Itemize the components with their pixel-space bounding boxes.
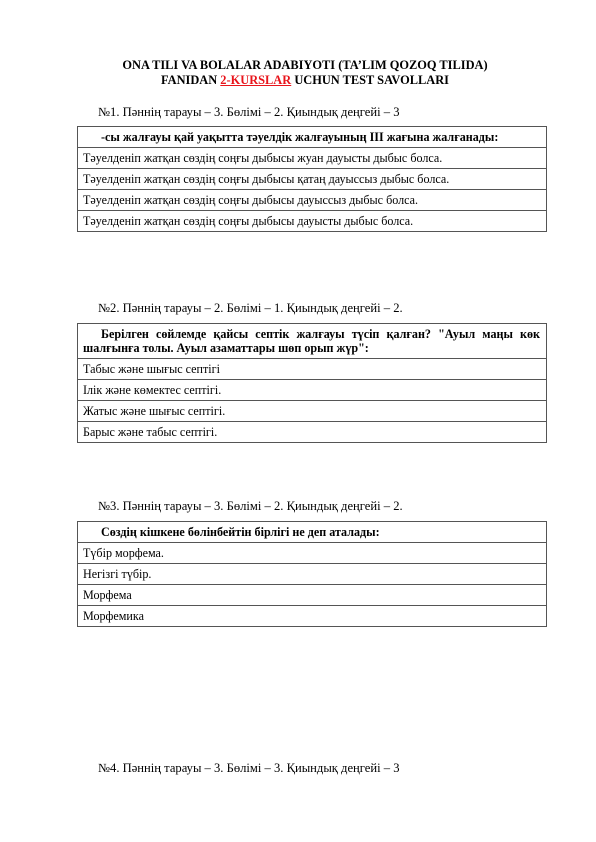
question-3-option-d: Морфемика [78, 606, 547, 627]
table-row [78, 522, 547, 543]
title-line-1: ONA TILI VA BOLALAR ADABIYOTI (TA’LIM QOZOQ TILIDA) [122, 58, 488, 72]
table-row [78, 564, 547, 585]
question-3-table [77, 521, 547, 627]
question-1-option-d: Тәуелденіп жатқан сөздің соңғы дыбысы дауысты дыбыс болса. [78, 211, 547, 232]
table-row [78, 401, 547, 422]
table-row [78, 324, 547, 359]
table-row [78, 148, 547, 169]
table-row [78, 422, 547, 443]
question-2-option-b: Ілік және көмектес септігі. [78, 380, 547, 401]
question-1-table [77, 126, 547, 232]
question-3-option-c: Морфема [78, 585, 547, 606]
question-3-header: №3. Пәннің тарауы – 3. Бөлімі – 2. Қиындық деңгейі – 2. [98, 499, 403, 513]
question-2-option-a: Табыс және шығыс септігі [78, 359, 547, 380]
question-1-stem: -сы жалғауы қай уақытта тәуелдік жалғауының ІІІ жағына жалғанады: [78, 127, 547, 148]
table-row [78, 380, 547, 401]
question-1-header: №1. Пәннің тарауы – 3. Бөлімі – 2. Қиындық деңгейі – 3 [98, 105, 400, 119]
question-3-stem: Сөздің кішкене бөлінбейтін бірлігі не деп аталады: [78, 522, 547, 543]
table-row [78, 127, 547, 148]
question-1-option-b: Тәуелденіп жатқан сөздің соңғы дыбысы қатаң дауыссыз дыбыс болса. [78, 169, 547, 190]
title-course-highlight: 2-KURSLAR [220, 73, 292, 87]
title-line-2-suffix: UCHUN TEST SAVOLLARI [291, 73, 450, 87]
table-row [78, 585, 547, 606]
table-row [78, 543, 547, 564]
table-row [78, 359, 547, 380]
question-4-header: №4. Пәннің тарауы – 3. Бөлімі – 3. Қиындық деңгейі – 3 [98, 761, 400, 775]
question-3-option-a: Түбір морфема. [78, 543, 547, 564]
title-line-2-prefix: FANIDAN [160, 73, 221, 87]
question-2-option-c: Жатыс және шығыс септігі. [78, 401, 547, 422]
question-2-table [77, 323, 547, 443]
table-row [78, 211, 547, 232]
table-row [78, 190, 547, 211]
question-1-option-c: Тәуелденіп жатқан сөздің соңғы дыбысы дауыссыз дыбыс болса. [78, 190, 547, 211]
question-1-option-a: Тәуелденіп жатқан сөздің соңғы дыбысы жуан дауысты дыбыс болса. [78, 148, 547, 169]
title-line-2 [70, 73, 540, 88]
question-2-option-d: Барыс және табыс септігі. [78, 422, 547, 443]
table-row [78, 169, 547, 190]
question-2-header: №2. Пәннің тарауы – 2. Бөлімі – 1. Қиындық деңгейі – 2. [98, 301, 403, 315]
table-row [78, 606, 547, 627]
question-3-option-b: Негізгі түбір. [78, 564, 547, 585]
question-2-stem: Берілген сөйлемде қайсы септік жалғауы түсіп қалған? "Ауыл маңы көк шалғынға толы. Ауыл азаматтары шөп орып жүр": [78, 324, 547, 359]
document-title [70, 58, 540, 88]
